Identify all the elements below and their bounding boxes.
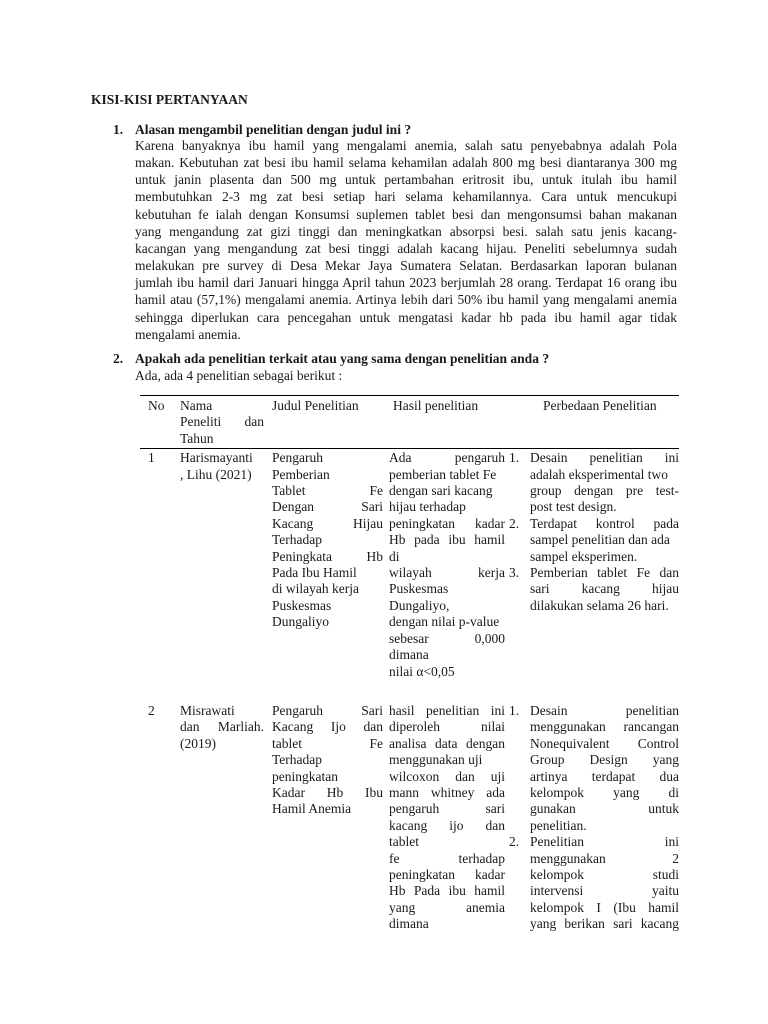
cell-line: wilayah kerja <box>389 565 505 581</box>
difference-number: 3. <box>509 565 520 581</box>
cell-hasil <box>389 449 509 680</box>
answer-line: yang mengandung zat gizi tinggi dan meningkatkan absorpsi besi. salah satu jenis kacang- <box>135 223 677 239</box>
header-line: Peneliti dan <box>180 414 264 430</box>
cell-line: Pada Ibu Hamil <box>272 565 357 581</box>
cell-judul <box>272 449 389 680</box>
cell-line: mann whitney ada <box>389 784 505 800</box>
cell-line: hijau terhadap <box>389 499 466 515</box>
cell-line: Puskesmas <box>272 597 332 613</box>
cell-line: Pengaruh Sari <box>272 702 383 718</box>
cell-line: Pengaruh <box>272 450 323 466</box>
table-row <box>140 703 679 933</box>
cell-line: yang anemia <box>389 899 505 915</box>
header-nama-peneliti-tahun <box>180 396 272 449</box>
cell-line: Terhadap <box>272 752 323 768</box>
cell-perbedaan <box>509 703 679 933</box>
difference-line: dilakukan selama 26 hari. <box>530 597 669 613</box>
answer-line: mengalami anemia. <box>135 326 241 342</box>
cell-line: analisa data dengan <box>389 735 505 751</box>
cell-line: Hb Pada ibu hamil <box>389 883 505 899</box>
question-1-answer <box>135 137 677 343</box>
difference-line: sari kacang hijau <box>530 581 679 597</box>
answer-line: membutuhkan 2-3 mg zat besi setiap hari selama kehamilannya. Cara untuk mencukupi <box>135 189 677 205</box>
cell-line: dimana <box>389 916 429 932</box>
difference-number: 1. <box>509 702 520 718</box>
difference-line: adalah eksperimental two <box>530 466 668 482</box>
row-spacer <box>140 680 679 703</box>
cell-line: kacang ijo dan <box>389 817 505 833</box>
cell-no: 2 <box>148 702 155 718</box>
header-line: Tahun <box>180 430 214 446</box>
cell-line: Terhadap <box>272 532 323 548</box>
difference-item <box>509 834 679 932</box>
difference-line: Desain penelitian <box>530 702 679 718</box>
answer-line: Karena banyaknya ibu hamil yang mengalami anemia, salah satu penyebabnya adalah Pola <box>135 138 677 153</box>
cell-line: pemberian tablet Fe <box>389 466 497 482</box>
cell-line: nilai α<0,05 <box>389 663 455 679</box>
difference-line: kelompok yang di <box>530 784 679 800</box>
cell-line: Dungaliyo <box>272 614 329 630</box>
cell-line: pengaruh sari <box>389 801 505 817</box>
difference-list <box>509 703 679 933</box>
cell-line: Dengan Sari <box>272 499 383 515</box>
cell-judul <box>272 703 389 933</box>
cell-line: peningkatan <box>272 768 338 784</box>
header-hasil-penelitian: Hasil penelitian <box>393 398 479 413</box>
spacer-cell <box>140 680 679 703</box>
cell-line: Ada pengaruh <box>389 450 505 466</box>
cell-line: Misrawati <box>180 702 235 718</box>
cell-line: dan Marliah. <box>180 719 264 735</box>
answer-line: hamil atau (57,1%) mengalami anemia. Artinya lebih dari 50% ibu hamil yang mengalami anemia <box>135 292 677 308</box>
table-row <box>140 449 679 680</box>
difference-line: Penelitian ini <box>530 834 679 850</box>
difference-number: 2. <box>509 834 520 850</box>
header-perbedaan-penelitian: Perbedaan Penelitian <box>543 398 657 413</box>
cell-line: Kacang Ijo dan <box>272 719 383 735</box>
cell-nama <box>180 449 272 680</box>
answer-line: sehingga diperlukan cara pencegahan untuk mengatasi kadar hb pada ibu hamil agar tidak <box>135 309 677 325</box>
difference-line: intervensi yaitu <box>530 883 679 899</box>
cell-line: wilcoxon dan uji <box>389 768 505 784</box>
answer-line: jumlah ibu hamil dari Januari hingga April tahun 2023 berjumlah 28 orang. Terdapat 16 orang ibu <box>135 275 677 291</box>
header-no: No <box>148 398 165 413</box>
difference-line: Group Design yang <box>530 752 679 768</box>
difference-line: yang berikan sari kacang <box>530 916 679 932</box>
difference-line: group dengan pre test- <box>530 483 679 499</box>
difference-line: sampel penelitian dan ada <box>530 532 670 548</box>
cell-line: Peningkata Hb <box>272 548 383 564</box>
answer-line: makan. Kebutuhan zat besi ibu hamil selama kehamilan adalah 800 mg besi diantaranya 300 mg <box>135 155 677 171</box>
difference-line: Desain penelitian ini <box>530 450 679 466</box>
difference-line: artinya terdapat dua <box>530 768 679 784</box>
answer-line: kacangan yang mengandung zat besi tinggi adalah kacang hijau. Peneliti sebelumnya sudah <box>135 240 677 256</box>
related-research-table <box>140 395 679 933</box>
cell-line: menggunakan uji <box>389 752 483 768</box>
difference-line: menggunakan rancangan <box>530 719 679 735</box>
cell-line: (2019) <box>180 735 216 751</box>
difference-line: Terdapat kontrol pada <box>530 515 679 531</box>
difference-line: kelompok studi <box>530 866 679 882</box>
cell-nama <box>180 703 272 933</box>
cell-line: peningkatan kadar <box>389 515 505 531</box>
difference-line: Nonequivalent Control <box>530 735 679 751</box>
cell-line: , Lihu (2021) <box>180 466 252 482</box>
cell-line: dimana <box>389 647 429 663</box>
difference-number: 1. <box>509 450 520 466</box>
difference-list <box>509 450 679 614</box>
cell-line: diperoleh nilai <box>389 719 505 735</box>
cell-line: di <box>389 548 400 564</box>
cell-line: Hamil Anemia <box>272 801 352 817</box>
question-2-lead: Ada, ada 4 penelitian sebagai berikut : <box>135 368 343 383</box>
question-2-title: Apakah ada penelitian terkait atau yang sama dengan penelitian anda ? <box>135 351 550 366</box>
difference-item <box>509 703 679 834</box>
cell-line: peningkatan kadar <box>389 866 505 882</box>
cell-perbedaan <box>509 449 679 680</box>
cell-hasil <box>389 703 509 933</box>
cell-line: Tablet Fe <box>272 483 383 499</box>
difference-line: gunakan untuk <box>530 801 679 817</box>
table-header-row <box>140 396 679 449</box>
cell-line: tablet <box>389 834 419 850</box>
answer-line: kebutuhan fe ialah dengan Konsumsi suplemen tablet besi dan mengonsumsi bahan makanan <box>135 206 677 222</box>
difference-line: kelompok I (Ibu hamil <box>530 899 679 915</box>
cell-line: fe terhadap <box>389 850 505 866</box>
cell-line: Kadar Hb Ibu <box>272 784 383 800</box>
difference-item <box>509 565 679 614</box>
cell-line: dengan nilai p-value <box>389 614 500 630</box>
cell-line: dengan sari kacang <box>389 483 493 499</box>
cell-line: sebesar 0,000 <box>389 630 505 646</box>
difference-line: post test design. <box>530 499 617 515</box>
difference-number: 2. <box>509 515 520 531</box>
answer-line: melakukan pre survey di Desa Mekar Jaya Sumatera Selatan. Berdasarkan laporan bulanan <box>135 258 677 274</box>
cell-no: 1 <box>148 450 155 466</box>
cell-line: hasil penelitian ini <box>389 702 505 718</box>
cell-line: Kacang Hijau <box>272 515 383 531</box>
header-line: Nama <box>180 398 213 413</box>
difference-line: menggunakan 2 <box>530 850 679 866</box>
difference-item <box>509 450 679 516</box>
header-judul-penelitian: Judul Penelitian <box>272 398 359 413</box>
cell-line: tablet Fe <box>272 735 383 751</box>
cell-line: Harismayanti <box>180 450 253 466</box>
difference-item <box>509 516 679 565</box>
difference-line: Pemberian tablet Fe dan <box>530 565 679 581</box>
answer-line: untuk janin plasenta dan 500 mg untuk pertambahan eritrosit ibu, untuk itulah ibu hamil <box>135 172 677 188</box>
document-heading: KISI-KISI PERTANYAAN <box>91 92 248 107</box>
question-1-number: 1. <box>113 122 124 137</box>
cell-line: Dungaliyo, <box>389 597 450 613</box>
difference-line: sampel eksperimen. <box>530 548 638 564</box>
cell-line: di wilayah kerja <box>272 581 359 597</box>
cell-line: Pemberian <box>272 466 330 482</box>
cell-line: Hb pada ibu hamil <box>389 532 505 548</box>
difference-line: penelitian. <box>530 817 587 833</box>
question-1-title: Alasan mengambil penelitian dengan judul ini ? <box>135 122 412 137</box>
question-2-number: 2. <box>113 351 124 366</box>
cell-line: Puskesmas <box>389 581 449 597</box>
